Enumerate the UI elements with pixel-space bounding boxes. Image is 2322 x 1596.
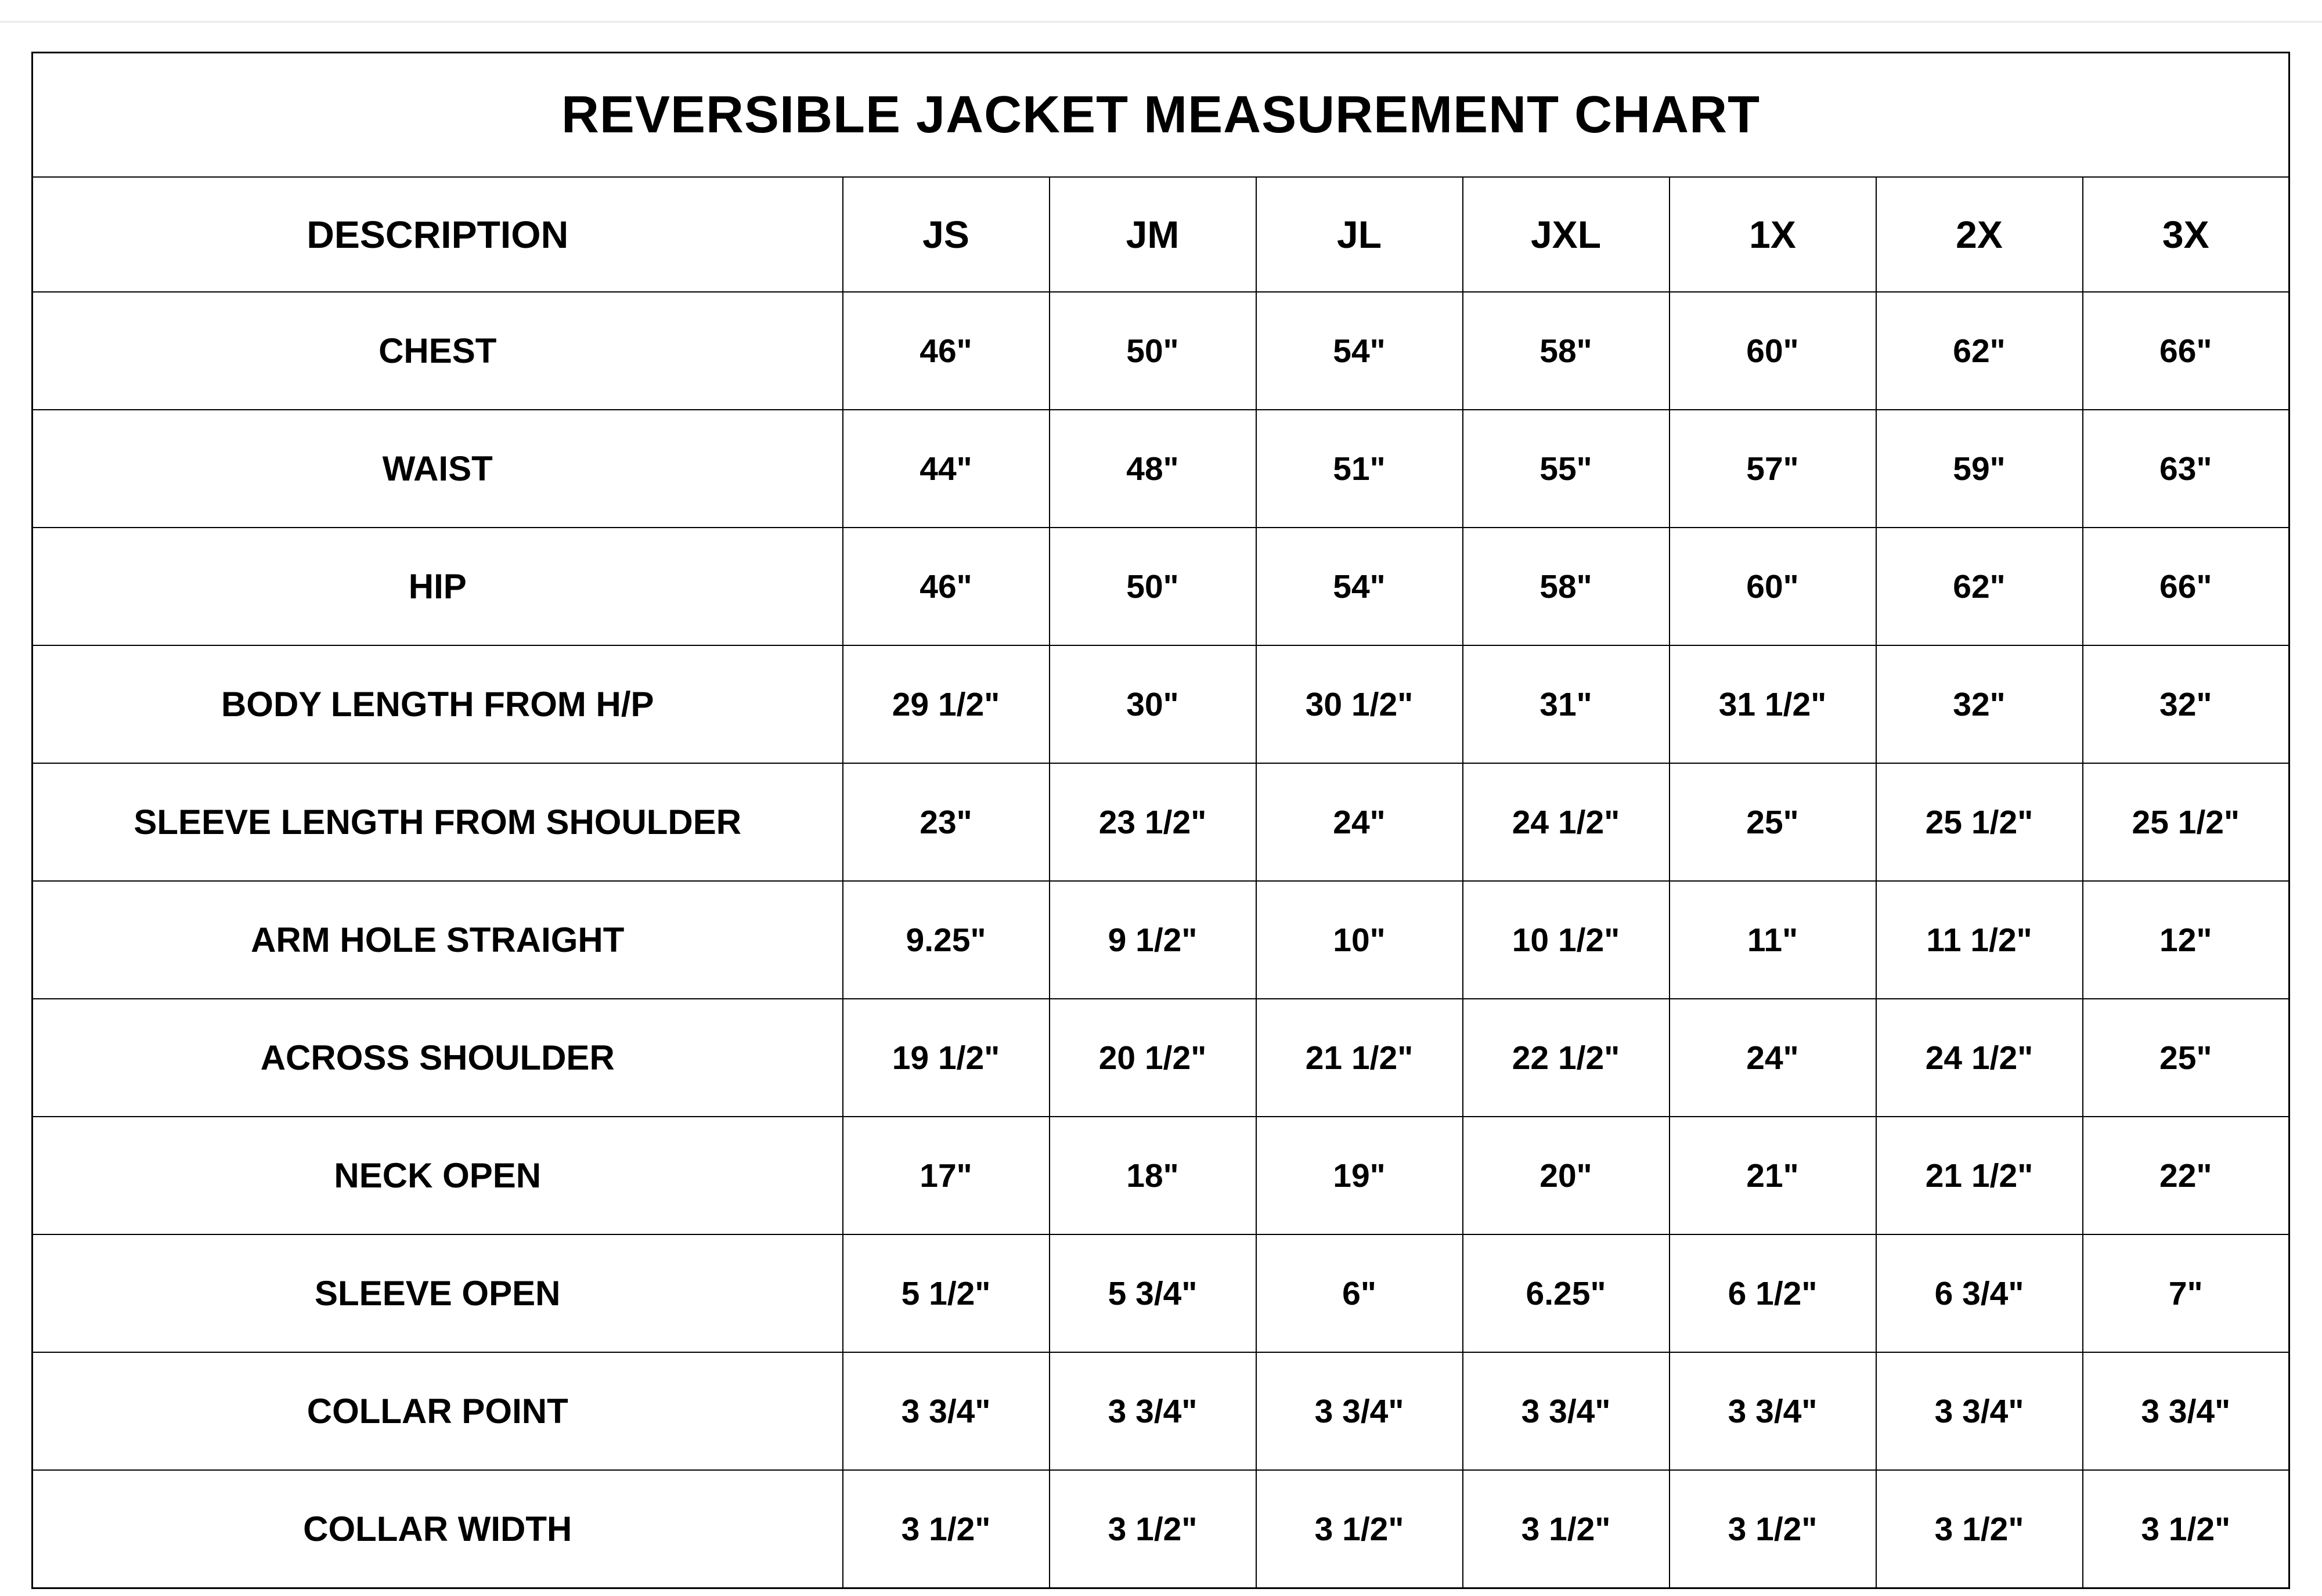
measurement-cell: 55": [1463, 410, 1670, 528]
measurement-cell: 9.25": [843, 881, 1050, 999]
measurement-cell: 24": [1256, 763, 1463, 881]
measurement-cell: 22": [2083, 1117, 2289, 1234]
measurement-cell: 11": [1670, 881, 1876, 999]
col-header-description: DESCRIPTION: [33, 177, 843, 292]
col-header-2x: 2X: [1876, 177, 2083, 292]
measurement-cell: 9 1/2": [1050, 881, 1256, 999]
measurement-cell: 58": [1463, 528, 1670, 645]
row-label: COLLAR WIDTH: [33, 1470, 843, 1588]
measurement-cell: 22 1/2": [1463, 999, 1670, 1117]
table-row-arm-hole: [33, 881, 2289, 999]
table-row-body-length: [33, 645, 2289, 763]
measurement-cell: 46": [843, 528, 1050, 645]
measurement-cell: 5 3/4": [1050, 1234, 1256, 1352]
col-header-jm: JM: [1050, 177, 1256, 292]
measurement-cell: 66": [2083, 292, 2289, 410]
measurement-cell: 50": [1050, 528, 1256, 645]
measurement-cell: 62": [1876, 292, 2083, 410]
measurement-cell: 3 3/4": [1463, 1352, 1670, 1470]
row-label: COLLAR POINT: [33, 1352, 843, 1470]
measurement-cell: 19": [1256, 1117, 1463, 1234]
measurement-cell: 3 3/4": [1050, 1352, 1256, 1470]
measurement-cell: 66": [2083, 528, 2289, 645]
table-row-collar-width: [33, 1470, 2289, 1588]
measurement-cell: 54": [1256, 292, 1463, 410]
measurement-cell: 62": [1876, 528, 2083, 645]
row-label: ACROSS SHOULDER: [33, 999, 843, 1117]
measurement-cell: 3 1/2": [1876, 1470, 2083, 1588]
measurement-cell: 48": [1050, 410, 1256, 528]
measurement-cell: 11 1/2": [1876, 881, 2083, 999]
row-label: SLEEVE OPEN: [33, 1234, 843, 1352]
measurement-cell: 19 1/2": [843, 999, 1050, 1117]
table-row-collar-point: [33, 1352, 2289, 1470]
measurement-cell: 3 1/2": [1256, 1470, 1463, 1588]
measurement-cell: 10 1/2": [1463, 881, 1670, 999]
table-row-chest: [33, 292, 2289, 410]
measurement-cell: 59": [1876, 410, 2083, 528]
measurement-cell: 6 1/2": [1670, 1234, 1876, 1352]
measurement-cell: 18": [1050, 1117, 1256, 1234]
measurement-cell: 50": [1050, 292, 1256, 410]
col-header-js: JS: [843, 177, 1050, 292]
measurement-cell: 3 3/4": [1256, 1352, 1463, 1470]
measurement-cell: 29 1/2": [843, 645, 1050, 763]
col-header-3x: 3X: [2083, 177, 2289, 292]
measurement-cell: 3 3/4": [843, 1352, 1050, 1470]
table-row-sleeve-length: [33, 763, 2289, 881]
measurement-cell: 21": [1670, 1117, 1876, 1234]
measurement-cell: 60": [1670, 528, 1876, 645]
chart-title: REVERSIBLE JACKET MEASUREMENT CHART: [33, 53, 2289, 178]
row-label: SLEEVE LENGTH FROM SHOULDER: [33, 763, 843, 881]
col-header-1x: 1X: [1670, 177, 1876, 292]
measurement-cell: 12": [2083, 881, 2289, 999]
measurement-cell: 24": [1670, 999, 1876, 1117]
measurement-cell: 32": [2083, 645, 2289, 763]
measurement-cell: 21 1/2": [1876, 1117, 2083, 1234]
measurement-cell: 17": [843, 1117, 1050, 1234]
measurement-cell: 25": [2083, 999, 2289, 1117]
table-row-hip: [33, 528, 2289, 645]
measurement-cell: 58": [1463, 292, 1670, 410]
measurement-cell: 3 3/4": [2083, 1352, 2289, 1470]
measurement-cell: 5 1/2": [843, 1234, 1050, 1352]
row-label: ARM HOLE STRAIGHT: [33, 881, 843, 999]
measurement-cell: 44": [843, 410, 1050, 528]
measurement-cell: 6.25": [1463, 1234, 1670, 1352]
page-top-rule: [0, 21, 2322, 23]
col-header-jl: JL: [1256, 177, 1463, 292]
header-row: [33, 177, 2289, 292]
measurement-cell: 30 1/2": [1256, 645, 1463, 763]
measurement-cell: 30": [1050, 645, 1256, 763]
measurement-cell: 3 1/2": [1463, 1470, 1670, 1588]
measurement-cell: 32": [1876, 645, 2083, 763]
measurement-cell: 31 1/2": [1670, 645, 1876, 763]
measurement-cell: 23": [843, 763, 1050, 881]
measurement-cell: 3 3/4": [1876, 1352, 2083, 1470]
measurement-cell: 25 1/2": [2083, 763, 2289, 881]
measurement-cell: 6 3/4": [1876, 1234, 2083, 1352]
measurement-cell: 54": [1256, 528, 1463, 645]
row-label: NECK OPEN: [33, 1117, 843, 1234]
measurement-cell: 46": [843, 292, 1050, 410]
row-label: HIP: [33, 528, 843, 645]
measurement-cell: 24 1/2": [1876, 999, 2083, 1117]
measurement-chart-table: [31, 52, 2290, 1589]
table-row-sleeve-open: [33, 1234, 2289, 1352]
measurement-cell: 3 1/2": [843, 1470, 1050, 1588]
title-row: [33, 53, 2289, 178]
measurement-cell: 63": [2083, 410, 2289, 528]
measurement-cell: 25": [1670, 763, 1876, 881]
measurement-cell: 3 1/2": [2083, 1470, 2289, 1588]
measurement-cell: 20 1/2": [1050, 999, 1256, 1117]
measurement-cell: 51": [1256, 410, 1463, 528]
measurement-cell: 60": [1670, 292, 1876, 410]
measurement-cell: 25 1/2": [1876, 763, 2083, 881]
measurement-cell: 21 1/2": [1256, 999, 1463, 1117]
measurement-cell: 57": [1670, 410, 1876, 528]
measurement-cell: 20": [1463, 1117, 1670, 1234]
measurement-cell: 24 1/2": [1463, 763, 1670, 881]
row-label: BODY LENGTH FROM H/P: [33, 645, 843, 763]
table-row-waist: [33, 410, 2289, 528]
measurement-cell: 10": [1256, 881, 1463, 999]
col-header-jxl: JXL: [1463, 177, 1670, 292]
row-label: CHEST: [33, 292, 843, 410]
measurement-cell: 3 1/2": [1670, 1470, 1876, 1588]
table-row-neck-open: [33, 1117, 2289, 1234]
measurement-cell: 3 1/2": [1050, 1470, 1256, 1588]
measurement-cell: 23 1/2": [1050, 763, 1256, 881]
measurement-cell: 6": [1256, 1234, 1463, 1352]
table-row-across-shoulder: [33, 999, 2289, 1117]
measurement-cell: 31": [1463, 645, 1670, 763]
measurement-cell: 3 3/4": [1670, 1352, 1876, 1470]
measurement-cell: 7": [2083, 1234, 2289, 1352]
row-label: WAIST: [33, 410, 843, 528]
